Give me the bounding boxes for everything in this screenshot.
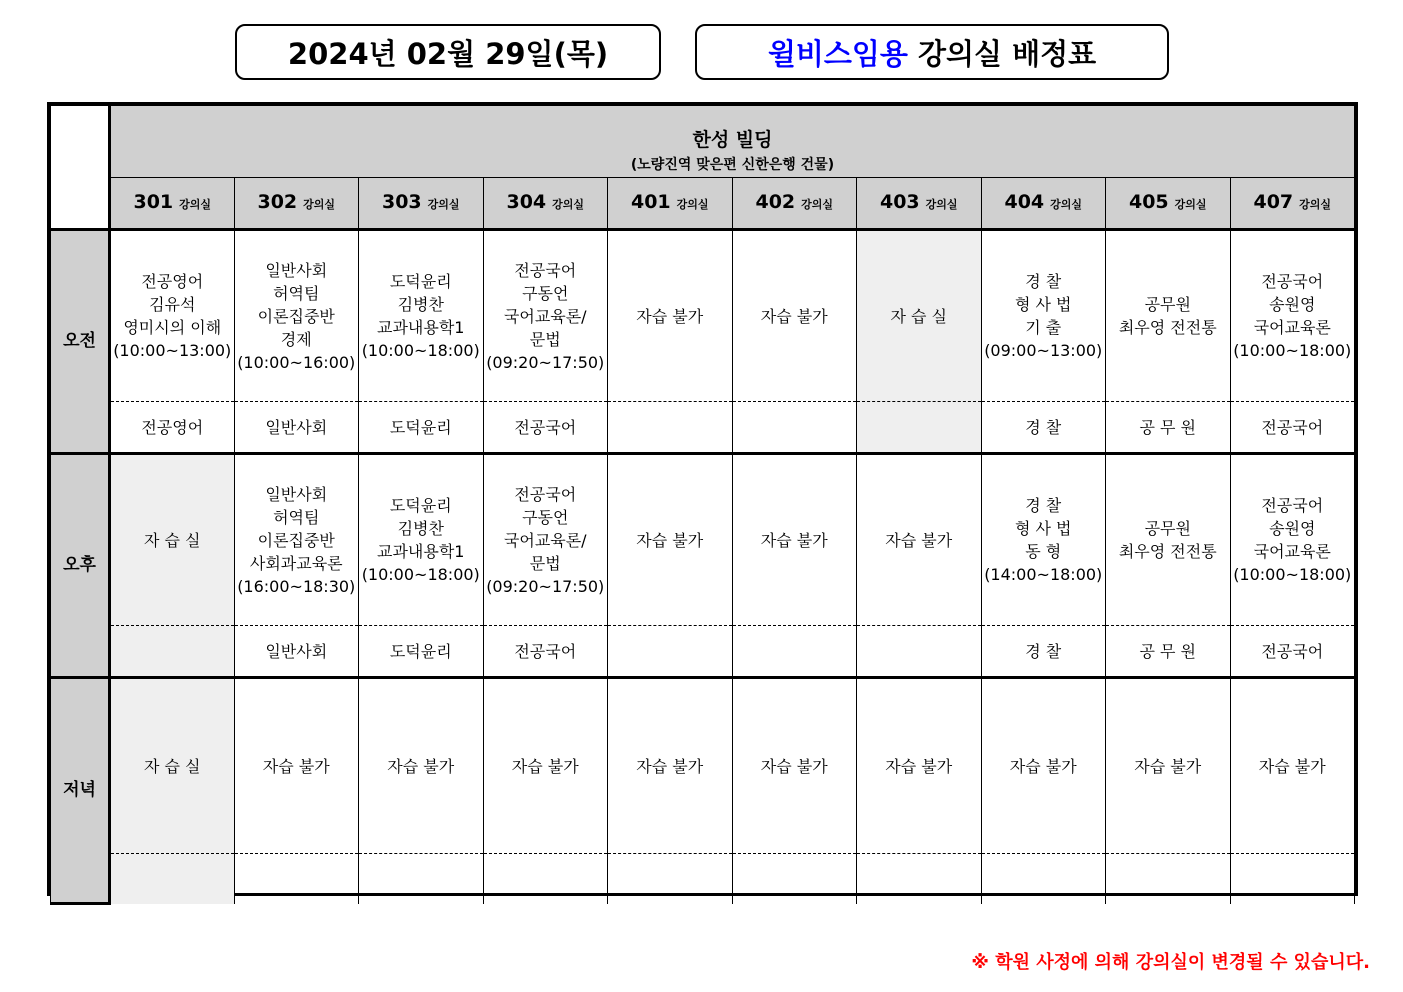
period-row [51, 678, 1355, 854]
subject-cell [732, 854, 857, 904]
schedule-cell: 공무원 최우영 전전통 [1106, 454, 1231, 626]
notice-text: ※ 학원 사정에 의해 강의실이 변경될 수 있습니다. [971, 952, 1370, 973]
schedule-cell: 자습 불가 [981, 678, 1106, 854]
period-row [51, 454, 1355, 626]
subject-cell [1106, 854, 1231, 904]
subject-cell [732, 626, 857, 678]
schedule-cell: 자습 불가 [1230, 678, 1355, 854]
room-suffix: 강의실 [676, 197, 709, 211]
schedule-cell: 자습 불가 [732, 454, 857, 626]
schedule-cell: 자습 불가 [608, 678, 733, 854]
subject-cell: 일반사회 [234, 402, 359, 454]
room-header-2 [359, 178, 484, 230]
room-suffix: 강의실 [303, 197, 336, 211]
room-number: 404 [1004, 190, 1045, 213]
room-header-row [51, 178, 1355, 230]
schedule-cell: 자습 불가 [234, 678, 359, 854]
subject-cell: 전공영어 [110, 402, 235, 454]
schedule-cell: 전공국어 구동언 국어교육론/ 문법 (09:20~17:50) [483, 230, 608, 402]
building-header [110, 106, 1355, 178]
period-row [51, 230, 1355, 402]
period-subrow [51, 402, 1355, 454]
subject-cell [857, 854, 982, 904]
period-subrow [51, 626, 1355, 678]
subject-cell [359, 854, 484, 904]
subject-cell: 일반사회 [234, 626, 359, 678]
period-subrow [51, 854, 1355, 904]
schedule-cell: 자습 불가 [483, 678, 608, 854]
room-number: 304 [506, 190, 547, 213]
schedule-cell: 자습 불가 [732, 678, 857, 854]
subject-cell: 공 무 원 [1106, 626, 1231, 678]
subject-cell: 공 무 원 [1106, 402, 1231, 454]
room-header-5 [732, 178, 857, 230]
room-number: 301 [133, 190, 174, 213]
subject-cell: 도덕윤리 [359, 402, 484, 454]
subject-cell [110, 626, 235, 678]
schedule-cell: 도덕윤리 김병찬 교과내용학1 (10:00~18:00) [359, 454, 484, 626]
building-note: (노량진역 맞은편 신한은행 건물) [630, 157, 835, 173]
corner-cell [51, 106, 110, 230]
room-header-7 [981, 178, 1106, 230]
room-header-6 [857, 178, 982, 230]
subject-cell [1230, 854, 1355, 904]
subject-cell [608, 402, 733, 454]
schedule-cell: 자 습 실 [110, 678, 235, 854]
room-suffix: 강의실 [1299, 197, 1332, 211]
room-header-9 [1230, 178, 1355, 230]
subject-cell: 전공국어 [483, 626, 608, 678]
subject-cell [483, 854, 608, 904]
room-number: 303 [381, 190, 422, 213]
room-suffix: 강의실 [801, 197, 834, 211]
date-title: 2024년 02월 29일(목) [287, 36, 609, 71]
schedule-title: 강의실 배정표 [907, 36, 1097, 71]
room-suffix: 강의실 [179, 197, 212, 211]
room-number: 407 [1253, 190, 1294, 213]
schedule-cell: 일반사회 허역팀 이론집중반 경제 (10:00~16:00) [234, 230, 359, 402]
room-header-1 [234, 178, 359, 230]
subject-cell: 전공국어 [483, 402, 608, 454]
schedule-cell: 전공국어 송원영 국어교육론 (10:00~18:00) [1230, 454, 1355, 626]
schedule-cell: 경 찰 형 사 법 동 형 (14:00~18:00) [981, 454, 1106, 626]
subject-cell: 경 찰 [981, 626, 1106, 678]
room-number: 405 [1128, 190, 1169, 213]
schedule-cell: 전공국어 구동언 국어교육론/ 문법 (09:20~17:50) [483, 454, 608, 626]
date-title-box [235, 24, 661, 80]
schedule-cell: 자 습 실 [110, 454, 235, 626]
subject-cell [608, 626, 733, 678]
period-label: 저녁 [51, 678, 110, 904]
schedule-cell: 도덕윤리 김병찬 교과내용학1 (10:00~18:00) [359, 230, 484, 402]
room-suffix: 강의실 [925, 197, 958, 211]
room-suffix: 강의실 [552, 197, 585, 211]
subject-cell [110, 854, 235, 904]
schedule-title-box [695, 24, 1169, 80]
room-header-0 [110, 178, 235, 230]
subject-cell: 도덕윤리 [359, 626, 484, 678]
room-suffix: 강의실 [427, 197, 460, 211]
subject-cell [857, 626, 982, 678]
subject-cell: 경 찰 [981, 402, 1106, 454]
room-suffix: 강의실 [1174, 197, 1207, 211]
subject-cell [234, 854, 359, 904]
schedule-cell: 전공국어 송원영 국어교육론 (10:00~18:00) [1230, 230, 1355, 402]
room-number: 403 [879, 190, 920, 213]
subject-cell [857, 402, 982, 454]
brand-name: 윌비스임용 [767, 36, 908, 71]
schedule-cell: 자습 불가 [732, 230, 857, 402]
room-header-4 [608, 178, 733, 230]
room-suffix: 강의실 [1050, 197, 1083, 211]
period-label: 오후 [51, 454, 110, 678]
room-number: 402 [755, 190, 796, 213]
schedule-cell: 전공영어 김유석 영미시의 이해 (10:00~13:00) [110, 230, 235, 402]
subject-cell [981, 854, 1106, 904]
building-name: 한성 빌딩 [692, 129, 773, 151]
classroom-schedule-table [47, 102, 1358, 896]
schedule-cell: 일반사회 허역팀 이론집중반 사회과교육론 (16:00~18:30) [234, 454, 359, 626]
schedule-cell: 자습 불가 [359, 678, 484, 854]
subject-cell [608, 854, 733, 904]
schedule-cell: 공무원 최우영 전전통 [1106, 230, 1231, 402]
subject-cell [732, 402, 857, 454]
schedule-cell: 자습 불가 [608, 454, 733, 626]
subject-cell: 전공국어 [1230, 402, 1355, 454]
schedule-cell: 자습 불가 [1106, 678, 1231, 854]
schedule-cell: 자습 불가 [857, 454, 982, 626]
schedule-cell: 자 습 실 [857, 230, 982, 402]
subject-cell: 전공국어 [1230, 626, 1355, 678]
room-number: 302 [257, 190, 298, 213]
room-header-8 [1106, 178, 1231, 230]
schedule-cell: 경 찰 형 사 법 기 출 (09:00~13:00) [981, 230, 1106, 402]
period-label: 오전 [51, 230, 110, 454]
room-number: 401 [630, 190, 671, 213]
room-header-3 [483, 178, 608, 230]
schedule-cell: 자습 불가 [608, 230, 733, 402]
schedule-cell: 자습 불가 [857, 678, 982, 854]
